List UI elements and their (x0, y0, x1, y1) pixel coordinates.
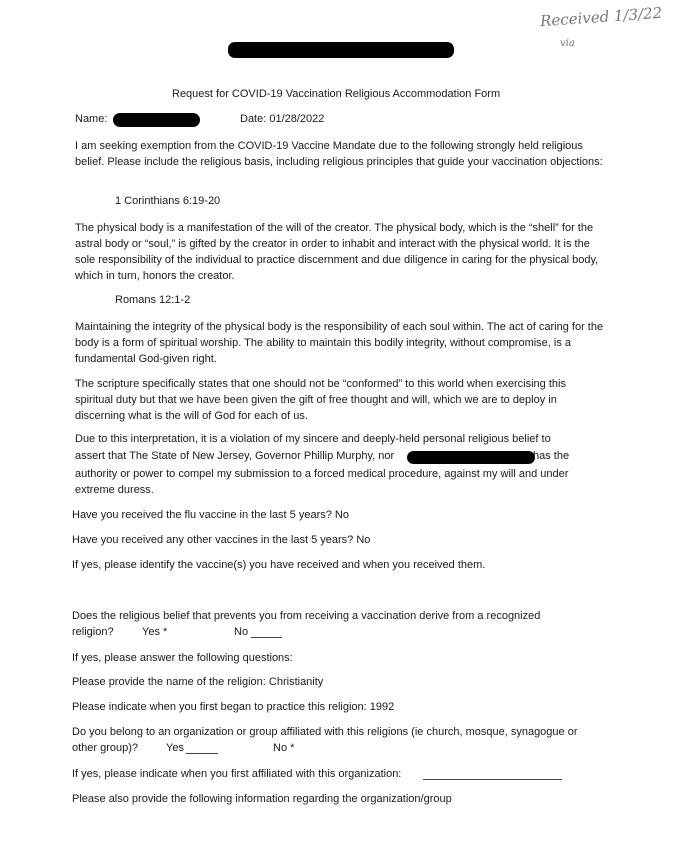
religion-no-blank[interactable] (251, 637, 282, 638)
question-if-yes: If yes, please answer the following questions: (72, 652, 293, 664)
paragraph-4-line-3: authority or power to compel my submission to a forced medical procedure, against my will and under extreme duress. (75, 468, 569, 496)
organization-no-option[interactable]: No * (273, 742, 295, 754)
question-religion-name: Please provide the name of the religion: Christianity (72, 676, 324, 688)
paragraph-2: Maintaining the integrity of the physical body is the responsibility of each soul within. The act of caring for the body is a form of spiritual worship. The ability to maintain this bodily integrity, without compromise, is a fundamental God-given right. (75, 321, 604, 365)
paragraph-4-line-1: Due to this interpretation, it is a violation of my sincere and deeply-held personal religious belief to (75, 433, 551, 445)
paragraph-1: The physical body is a manifestation of the will of the creator. The physical body, which is the “shell” for the astral body or “soul,” is gifted by the creator in order to inhabit and interact with the physical world. It is the sole responsibility of the individual to practice discernment and due diligence in caring for the physical body, which in turn, honors the creator. (75, 222, 599, 282)
scripture-ref-1: 1 Corinthians 6:19-20 (115, 195, 221, 207)
paragraph-4-line-2a: assert that The State of New Jersey, Governor Phillip Murphy, nor (75, 450, 395, 462)
religion-no-option[interactable]: No (234, 626, 249, 638)
date-label: Date: 01/28/2022 (240, 113, 325, 125)
paragraph-3: The scripture specifically states that one should not be “conformed” to this world when exercising this spiritual duty but that we have been given the gift of free thought and will, which we are to deploy in discerning what is the will of God for each of us. (75, 378, 566, 422)
organization-yes-blank[interactable] (186, 753, 218, 754)
via-note: via (560, 38, 575, 49)
name-label: Name: (75, 113, 108, 125)
employer-redaction (407, 451, 535, 464)
intro-paragraph: I am seeking exemption from the COVID-19 Vaccine Mandate due to the following strongly held religious belief. Please include the religious basis, including religious principles that guide your vaccination objections: (75, 140, 603, 168)
paragraph-4-line-2b: has the (533, 450, 570, 462)
question-recognized-religion-line-1: Does the religious belief that prevents you from receiving a vaccination derive from a recognized (72, 610, 541, 622)
organization-yes-option[interactable]: Yes (166, 742, 184, 754)
question-other-vaccines: Have you received any other vaccines in the last 5 years? No (72, 534, 371, 546)
question-identify-vaccines: If yes, please identify the vaccine(s) you have received and when you received them. (72, 559, 486, 571)
question-affiliation-date: If yes, please indicate when you first affiliated with this organization: (72, 768, 402, 780)
affiliation-date-blank[interactable] (423, 779, 562, 780)
scripture-ref-2: Romans 12:1-2 (115, 294, 191, 306)
received-note: Received 1/3/22 (539, 3, 663, 31)
question-practice-start: Please indicate when you first began to practice this religion: 1992 (72, 701, 395, 713)
header-redaction (228, 42, 454, 58)
question-organization-line-2: other group)? (72, 742, 139, 754)
question-organization-info: Please also provide the following information regarding the organization/group (72, 793, 452, 805)
name-redaction (113, 113, 200, 127)
question-recognized-religion-line-2: religion? (72, 626, 114, 638)
question-organization-line-1: Do you belong to an organization or group affiliated with this religions (ie church, mosque, synagogue or (72, 726, 578, 738)
religion-yes-option[interactable]: Yes * (142, 626, 168, 638)
form-title: Request for COVID-19 Vaccination Religious Accommodation Form (172, 88, 501, 100)
question-flu-vaccine: Have you received the flu vaccine in the last 5 years? No (72, 509, 349, 521)
